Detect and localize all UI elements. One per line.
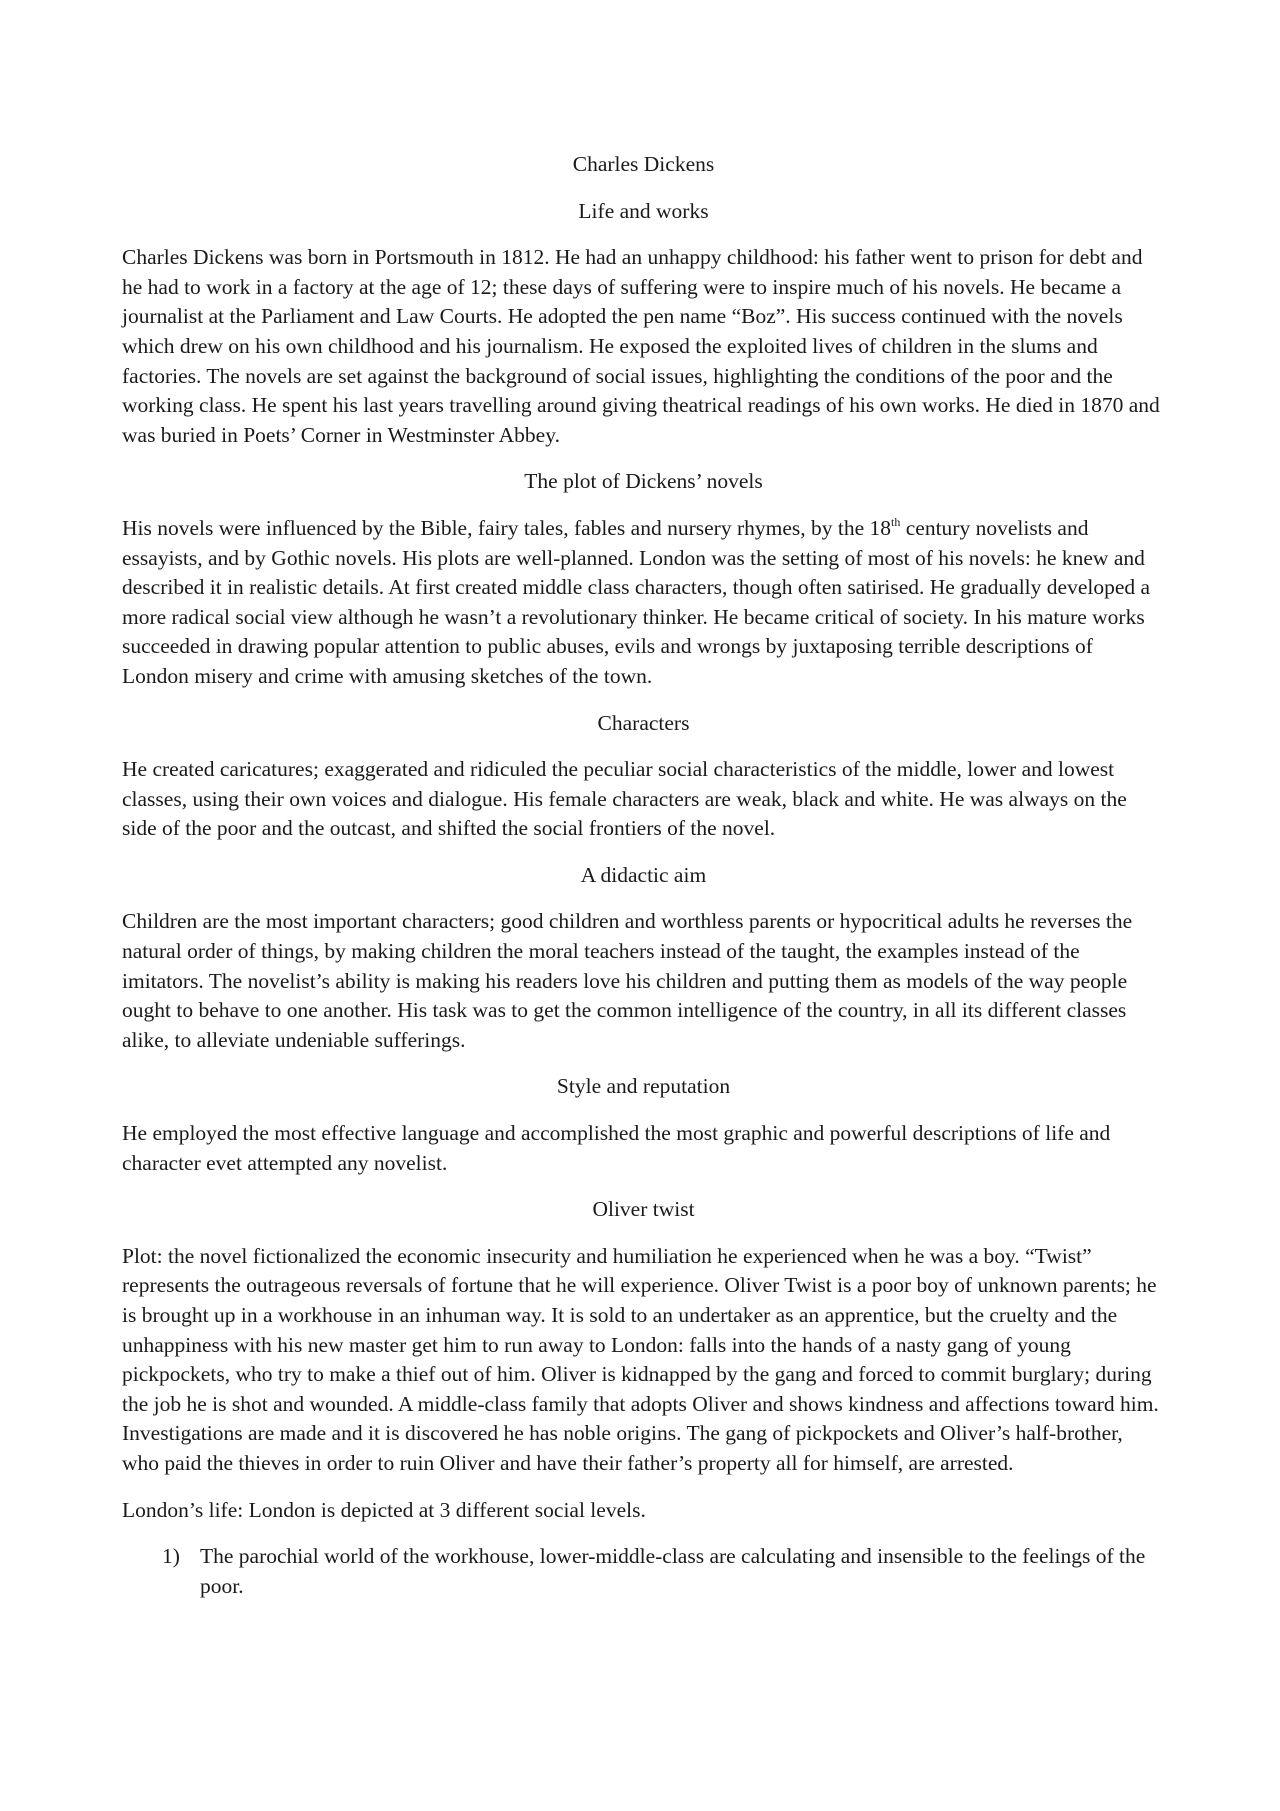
section-heading-plot: The plot of Dickens’ novels	[524, 469, 763, 494]
paragraph-plot-part-2: century novelists and essayists, and by Gothic novels. His plots are well-planned. London was the setting of most of his novels: he knew and described it in realistic details. At first created middle class characters, though often satirised. He gradually developed a more radical social view although he wasn’t a revolutionary thinker. He became critical of society. In his mature works succeeded in drawing popular attention to public abuses, evils and wrongs by juxtaposing terrible descriptions of London misery and crime with amusing sketches of the town.	[122, 515, 1151, 688]
section-heading-didactic-aim: A didactic aim	[580, 862, 707, 887]
list-item	[122, 1542, 1165, 1601]
section-heading-style-reputation: Style and reputation	[556, 1074, 731, 1099]
numbered-list	[122, 1542, 1165, 1601]
list-item-text: The parochial world of the workhouse, lower-middle-class are calculating and insensible to the feelings of the poor.	[200, 1544, 1146, 1598]
paragraph-plot-part-1: His novels were influenced by the Bible, fairy tales, fables and nursery rhymes, by the 18	[122, 515, 892, 540]
section-heading-life-and-works: Life and works	[578, 198, 709, 223]
paragraph-londons-life: London’s life: London is depicted at 3 different social levels.	[122, 1497, 646, 1522]
paragraph-life-and-works: Charles Dickens was born in Portsmouth in 1812. He had an unhappy childhood: his father went to prison for debt and he had to work in a factory at the age of 12; these days of suffering were to inspire much of his novels. He became a journalist at the Parliament and Law Courts. He adopted the pen name “Boz”. His success continued with the novels which drew on his own childhood and his journalism. He exposed the exploited lives of children in the slums and factories. The novels are set against the background of social issues, highlighting the conditions of the poor and the working class. He spent his last years travelling around giving theatrical readings of his own works. He died in 1870 and was buried in Poets’ Corner in Westminster Abbey.	[122, 245, 1160, 447]
section-heading-oliver-twist: Oliver twist	[592, 1197, 695, 1222]
paragraph-characters: He created caricatures; exaggerated and ridiculed the peculiar social characteristics of the middle, lower and lowest classes, using their own voices and dialogue. His female characters are weak, black and white. He was always on the side of the poor and the outcast, and shifted the social frontiers of the novel.	[122, 757, 1127, 841]
document-title: Charles Dickens	[572, 152, 715, 176]
document-body	[122, 150, 1165, 1601]
section-heading-characters: Characters	[597, 710, 690, 735]
paragraph-style-reputation: He employed the most effective language and accomplished the most graphic and powerful descriptions of life and character evet attempted any novelist.	[122, 1121, 1111, 1175]
paragraph-oliver-twist-plot: Plot: the novel fictionalized the economic insecurity and humiliation he experienced when he was a boy. “Twist” represents the outrageous reversals of fortune that he will experience. Oliver Twist is a poor boy of unknown parents; he is brought up in a workhouse in an inhuman way. It is sold to an undertaker as an apprentice, but the cruelty and the unhappiness with his new master get him to run away to London: falls into the hands of a nasty gang of young pickpockets, who try to make a thief out of him. Oliver is kidnapped by the gang and forced to commit burglary; during the job he is shot and wounded. A middle-class family that adopts Oliver and shows kindness and affections toward him. Investigations are made and it is discovered he has noble origins. The gang of pickpockets and Oliver’s half-brother, who paid the thieves in order to ruin Oliver and have their father’s property all for himself, are arrested.	[122, 1243, 1159, 1475]
superscript-th: th	[891, 514, 901, 529]
list-item-number: 1)	[162, 1544, 180, 1569]
paragraph-didactic-aim: Children are the most important characters; good children and worthless parents or hypocritical adults he reverses the natural order of things, by making children the moral teachers instead of the taught, the examples instead of the imitators. The novelist’s ability is making his readers love his children and putting them as models of the way people ought to behave to one another. His task was to get the common intelligence of the country, in all its different classes alike, to alleviate undeniable sufferings.	[122, 909, 1133, 1052]
paragraph-plot	[122, 514, 1165, 692]
